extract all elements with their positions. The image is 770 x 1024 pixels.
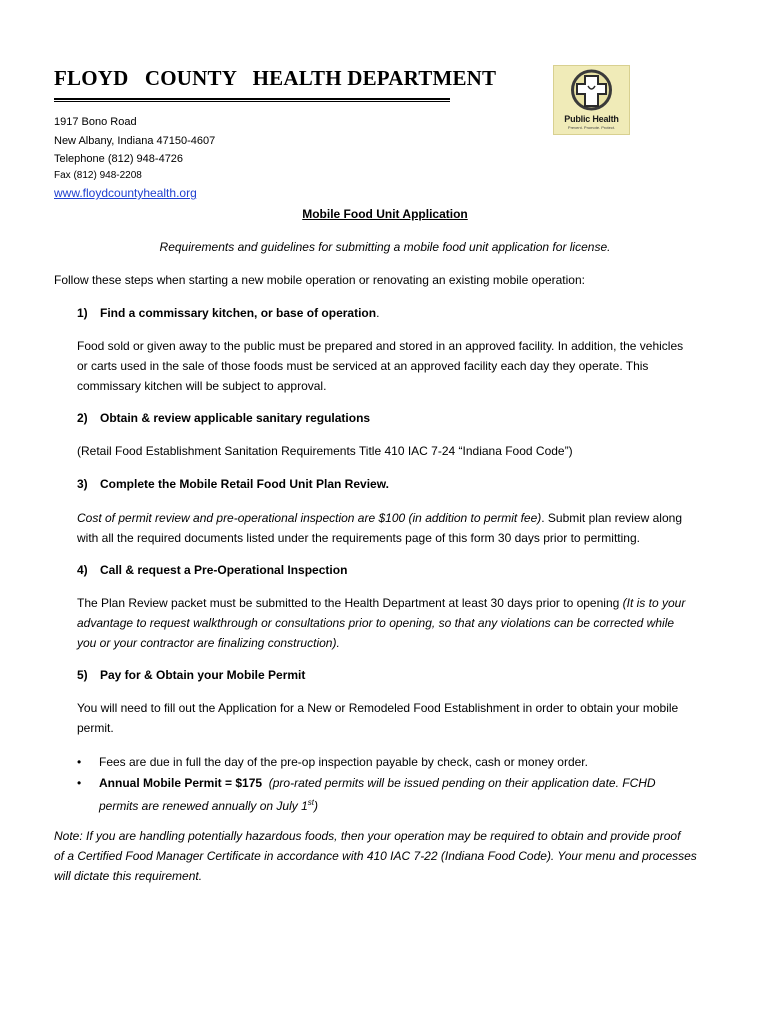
step-3-heading xyxy=(77,474,389,494)
step-2-heading xyxy=(77,408,370,428)
body-line: commissary kitchen will be subject to approval. xyxy=(77,379,327,393)
public-health-logo xyxy=(553,65,630,135)
document-subtitle: Requirements and guidelines for submitting a mobile food unit application for license. xyxy=(159,240,611,254)
title-underline xyxy=(54,98,450,102)
note-line: will dictate this requirement. xyxy=(54,869,203,883)
permit-fee: Annual Mobile Permit = $175 xyxy=(99,776,263,790)
step-heading-text: Find a commissary kitchen, or base of operation xyxy=(100,306,377,320)
step-heading-suffix: . xyxy=(376,306,380,320)
step-3-body xyxy=(77,508,727,548)
step-number: 2) xyxy=(77,411,88,425)
note-line: of a Certified Food Manager Certificate in accordance with 410 IAC 7-22 (Indiana Food Code). Your menu and processes xyxy=(54,849,697,863)
address-line-2: New Albany, Indiana 47150-4607 xyxy=(54,135,216,147)
bullet-marker: • xyxy=(77,755,82,769)
body-line: Food sold or given away to the public must be prepared and stored in an approved facility. In addition, the vehicles xyxy=(77,339,684,353)
body-line: advantage to request walkthrough or consultations prior to opening, so that any violations can be corrected while xyxy=(77,616,675,630)
bullet-text: Fees are due in full the day of the pre-op inspection payable by check, cash or money order. xyxy=(99,755,588,769)
step-number: 5) xyxy=(77,668,88,682)
step-2-body: (Retail Food Establishment Sanitation Requirements Title 410 IAC 7-24 “Indiana Food Code”) xyxy=(77,444,573,458)
step-1-body xyxy=(77,336,727,396)
bullet-italic: permits are renewed annually on July 1 xyxy=(99,799,308,813)
step-heading-text: Complete the Mobile Retail Food Unit Plan Review. xyxy=(100,477,389,491)
website-link[interactable]: www.floydcountyhealth.org xyxy=(54,186,197,200)
step-number: 1) xyxy=(77,306,88,320)
telephone: Telephone (812) 948-4726 xyxy=(54,153,184,165)
step-number: 3) xyxy=(77,477,88,491)
body-line: or carts used in the sale of those foods must be serviced at an approved facility each day they operate. This xyxy=(77,359,649,373)
step-4-heading xyxy=(77,560,347,580)
body-line: with all the required documents listed under the requirements page of this form 30 days prior to permitting. xyxy=(77,531,640,545)
logo-name: Public Health xyxy=(564,114,619,124)
step-5-heading xyxy=(77,665,305,685)
body-plain: The Plan Review packet must be submitted to the Health Department at least 30 days prior to opening xyxy=(77,596,623,610)
bullet-italic: ) xyxy=(314,799,319,813)
superscript: st xyxy=(307,798,315,807)
org-title: FLOYD COUNTY HEALTH DEPARTMENT xyxy=(54,66,497,90)
logo-tagline: Prevent. Promote. Protect. xyxy=(567,125,616,130)
public-health-cross-icon xyxy=(554,66,629,114)
body-italic: Cost of permit review and pre-operational inspection are $100 (in addition to permit fee) xyxy=(77,511,542,525)
note-paragraph xyxy=(54,826,727,886)
step-heading-text: Call & request a Pre-Operational Inspection xyxy=(100,563,348,577)
step-number: 4) xyxy=(77,563,88,577)
step-5-body xyxy=(77,698,727,738)
step-1-heading xyxy=(77,303,379,323)
document-title: Mobile Food Unit Application xyxy=(302,207,468,221)
fax: Fax (812) 948-2208 xyxy=(54,170,142,181)
bullet-text-block xyxy=(99,773,725,816)
note-line: Note: If you are handling potentially hazardous foods, then your operation may be required to obtain and provide proof xyxy=(54,829,681,843)
step-heading-text: Pay for & Obtain your Mobile Permit xyxy=(100,668,306,682)
body-italic: (It is to your xyxy=(622,596,686,610)
body-line: you or your contractor are finalizing construction). xyxy=(77,636,340,650)
intro-text: Follow these steps when starting a new mobile operation or renovating an existing mobile operation: xyxy=(54,273,585,287)
body-rest: . Submit plan review along xyxy=(541,511,682,525)
step-4-body xyxy=(77,593,727,653)
address-line-1: 1917 Bono Road xyxy=(54,116,137,128)
bullet-marker: • xyxy=(77,776,82,790)
body-line: You will need to fill out the Application for a New or Remodeled Food Establishment in order to obtain your mobile xyxy=(77,701,679,715)
step-heading-text: Obtain & review applicable sanitary regulations xyxy=(100,411,371,425)
bullet-italic: (pro-rated permits will be issued pending on their application date. FCHD xyxy=(268,776,656,790)
body-line: permit. xyxy=(77,721,114,735)
